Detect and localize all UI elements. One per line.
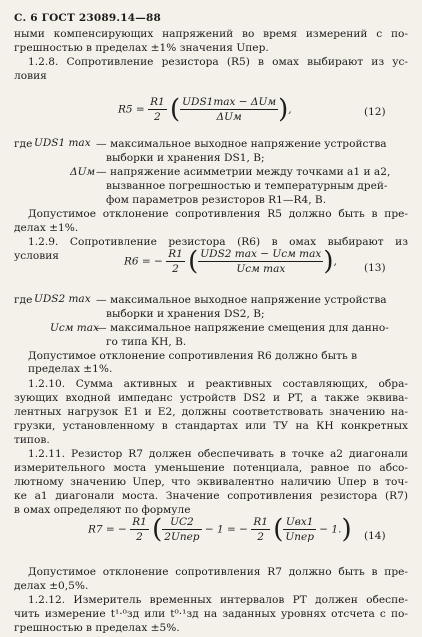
numerator: UDS2 max − Uсм max (200, 248, 322, 260)
denominator: 2 (136, 531, 143, 543)
symbol: Uсм max (50, 322, 99, 334)
denominator: ΔUм (216, 111, 242, 123)
eq-middle: − 1 = − (204, 523, 248, 536)
denominator: 2Uпер (164, 531, 200, 543)
equation-number: (14) (364, 530, 386, 542)
fraction (148, 96, 167, 123)
text-line: Допустимое отклонение сопротивления R6 должно быть в пределах ±1%. (28, 350, 358, 375)
text-line: условия (14, 250, 59, 262)
text-line: ловия (14, 70, 47, 82)
text-line: грешностью в пределах ±1% значения Uпер. (14, 42, 269, 54)
text-line: 1.2.8. Сопротивление резистора (R5) в омах выбирают из ус- (28, 56, 408, 68)
text-line: делах ±1%. (14, 222, 79, 234)
text-line: ке a1 диагонали моста. Значение сопротивления резистора (R7) (14, 490, 408, 502)
equation-14 (88, 516, 352, 543)
text-line: Допустимое отклонение сопротивления R7 должно быть в пре- (28, 566, 408, 578)
eq-tail: , (288, 103, 292, 116)
definition-line: го типа КН, В. (106, 336, 187, 348)
text-line: типов. (14, 434, 50, 446)
fraction (251, 516, 270, 543)
fraction (162, 516, 201, 543)
where-label: где (14, 138, 33, 150)
text-line: делах ±0,5%. (14, 580, 89, 592)
numerator: UDS1max − ΔUм (182, 96, 277, 108)
page-header: С. 6 ГОСТ 23089.14—88 (14, 12, 161, 24)
text-line: 1.2.9. Сопротивление резистора (R6) в омах выбирают из (28, 236, 408, 248)
definition-line: — максимальное выходное напряжение устройства (96, 294, 387, 306)
denominator: 2 (172, 263, 179, 275)
fraction (180, 96, 278, 123)
numerator: UC2 (162, 516, 201, 530)
eq-tail: , (333, 255, 337, 268)
numerator: Uвх1 (283, 516, 316, 530)
text-line: в омах определяют по формуле (14, 504, 191, 516)
eq-lhs: R5 = (118, 103, 145, 116)
fraction (283, 516, 316, 543)
symbol: ΔUм (70, 166, 96, 178)
paren-open: ( (152, 514, 163, 545)
paren-open: ( (170, 94, 181, 125)
definition-line: фом параметров резисторов R1—R4, В. (106, 194, 327, 206)
denominator: Uсм max (236, 263, 286, 275)
equation-number: (12) (364, 106, 386, 118)
text-line: 1.2.12. Измеритель временных интервалов PT должен обеспе- (28, 594, 408, 606)
text-line: лентных нагрузок E1 и E2, должны соответствовать значению на- (14, 406, 408, 418)
text-line: чить измерение t¹·⁰зд или t⁰·¹зд на заданных уровнях отсчета с по- (14, 608, 408, 620)
equation-13 (124, 248, 337, 275)
paren-close: ) (341, 514, 352, 545)
fraction (166, 248, 185, 275)
text-line: грешностью в пределах ±5%. (14, 622, 180, 634)
text-line: грузки, установленному в стандартах или ТУ на КН конкретных (14, 420, 408, 432)
text-line: 1.2.10. Сумма активных и реактивных составляющих, обра- (28, 378, 408, 390)
eq-lhs: R6 = − (124, 255, 163, 268)
denominator: Uпер (285, 531, 314, 543)
equation-12 (118, 96, 292, 123)
text-line: лютному значению Uпер, что эквивалентно наличию Uпер в точ- (14, 476, 408, 488)
text-line: зующих входной импеданс устройств DS2 и PT, а также эквива- (14, 392, 408, 404)
paren-close: ) (278, 94, 289, 125)
eq-lhs: R7 = − (88, 523, 127, 536)
text-line: измерительного моста уменьшение потенциала, равное по абсо- (14, 462, 408, 474)
numerator: R1 (253, 516, 268, 528)
paren-close: ) (323, 246, 334, 277)
fraction (198, 248, 323, 275)
eq-tail: − 1. (319, 523, 342, 536)
denominator: 2 (257, 531, 264, 543)
text-line: ными компенсирующих напряжений во время измерений с по- (14, 28, 408, 40)
numerator: R1 (150, 96, 165, 108)
paren-open: ( (273, 514, 284, 545)
symbol: UDS2 max (34, 293, 91, 305)
definition-line: — максимальное напряжение смещения для данно- (96, 322, 389, 334)
fraction (130, 516, 149, 543)
equation-number: (13) (364, 262, 386, 274)
where-label: где (14, 294, 33, 306)
text-line: Допустимое отклонение сопротивления R5 должно быть в пре- (28, 208, 408, 220)
denominator: 2 (154, 111, 161, 123)
definition-line: — напряжение асимметрии между точками a1 и a2, (96, 166, 391, 178)
definition-line: выборки и хранения DS1, В; (106, 152, 265, 164)
definition-line: — максимальное выходное напряжение устройства (96, 138, 387, 150)
numerator: R1 (168, 248, 183, 260)
paren-open: ( (188, 246, 199, 277)
definition-line: вызванное погрешностью и температурным дрей- (106, 180, 388, 192)
numerator: R1 (132, 516, 147, 528)
symbol: UDS1 max (34, 137, 91, 149)
text-line: 1.2.11. Резистор R7 должен обеспечивать в точке a2 диагонали (28, 448, 408, 460)
definition-line: выборки и хранения DS2, В; (106, 308, 265, 320)
